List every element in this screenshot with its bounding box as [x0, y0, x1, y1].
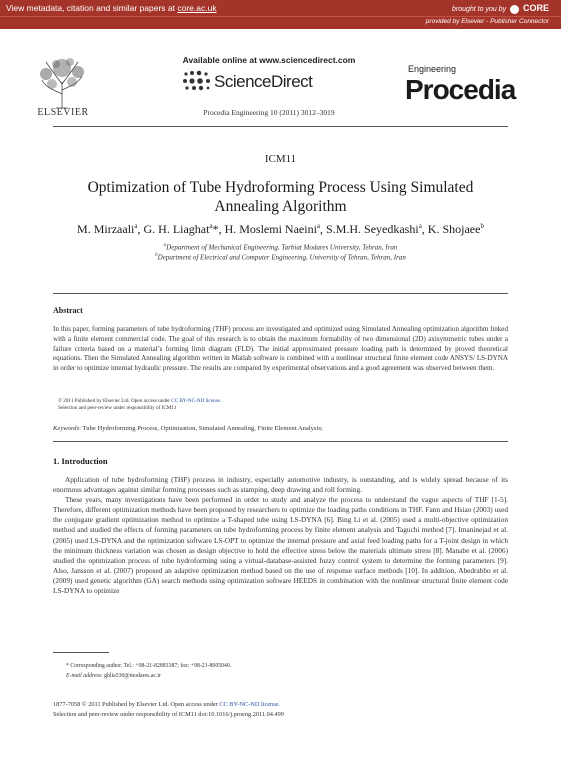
author: M. Mirzaali	[77, 222, 135, 236]
email-label: E-mail address	[66, 673, 102, 679]
journal-reference: Procedia Engineering 10 (2011) 3012–3019	[203, 108, 335, 117]
email-note	[66, 673, 161, 679]
author: K. Shojaee	[427, 222, 481, 236]
copyright-line	[58, 398, 221, 405]
available-online-text: Available online at www.sciencedirect.com	[182, 55, 356, 65]
issn-text: 1877-7058 © 2011 Published by Elsevier Ltd.	[53, 701, 171, 708]
affiliation-text: Department of Mechanical Engineering, Tarbiat Modares University, Tehran, Iran	[166, 243, 398, 252]
introduction-body	[53, 475, 508, 596]
author: H. Moslemi Naeini	[224, 222, 317, 236]
author-separator: *,	[212, 222, 225, 236]
license-link[interactable]: CC BY-NC-ND license.	[171, 398, 222, 404]
keywords-text: : Tube Hydroforming Process, Optimization, Simulated Annealing, Finite Element Analysis;	[79, 425, 323, 432]
affiliation-mark: b	[155, 253, 158, 258]
elsevier-tree-logo-icon	[36, 54, 88, 110]
keywords-line	[53, 425, 508, 432]
paragraph: These years, many investigations have been performed in order to study and analyze the process to understand the vague aspects of THF [1-5]. Therefore, different optimization methods have been proposed by researchers to optimize the loading paths conditions in THF. Fann and Hsiao (2003) used the conjugate gradient optimization method to optimize a T-shaped tube using LS-DYNA [6]. Bing Li et al. (2005) used a multi-objective optimization method and studied the effects of forming parameters on tube hydroforming process by finite element analysis and Taguchi method [7]. Imaninejad et al. (2005) used LS-DYNA and the optimization software LS-OPT to optimize the internal pressure and axial feed loading paths for a T-joint design in which the minimum thickness variation was chosen as design objective to hold the effective stress below the materials ultimate stress [8]. Manabe et al. (2006) studied the optimization process of tube hydroforming using a virtual-database-assisted fuzzy control system to determine the forming parameters [9]. Also, Jansson et al. (2007) proposed an adaptive optimization method based on the use of response surface methods [10]. In addition, Abedrabbo et al. (2009) used genetic algorithm (GA) search methods using optimization software HEEDS in combination with the nonlinear structural finite element code LS-DYNA to optimize	[53, 495, 508, 596]
core-logo-icon	[510, 5, 519, 14]
core-link[interactable]: core.ac.uk	[177, 3, 217, 13]
paper-title	[60, 178, 501, 216]
header-divider	[53, 126, 508, 127]
affiliation	[40, 243, 521, 251]
author-list	[40, 222, 521, 237]
publisher-name: ELSEVIER	[37, 107, 89, 118]
abstract-body: In this paper, forming parameters of tube hydroforming (THF) process are investigated and optimized using Simulated Annealing optimization algorithm linked with a finite element commercial code. The goal of this research is to obtain the maximum formability of two dimensional (2D) axisymmetric tubes under a failure criteria based on a material’s forming limit diagram (FLD). The initial approximated pressure loading path is determined by proved theoretical equations. Then the Simulated Annealing algorithm written in Matlab software is combined with a nonlinear structural finite element code ANSYS/ LS-DYNA in order to optimize internal hydraulic pressure. The results are compared by experimental observations and a good agreement was observed between them.	[53, 325, 508, 372]
author-affiliation-mark: a	[209, 222, 213, 230]
keywords-label: Keywords	[53, 425, 80, 432]
core-metadata-label: View metadata, citation and similar papers at	[6, 3, 178, 13]
author-affiliation-mark: b	[480, 222, 484, 230]
affiliation	[40, 253, 521, 261]
brought-by-label: brought to you by	[451, 6, 507, 13]
sciencedirect-label: ScienceDirect	[214, 72, 313, 91]
paragraph: Application of tube hydroforming (THF) process in industry, especially automotive industry, is outstanding, and is widely spread because of its enormous advantages against similar forming processes such as stamping, deep drawing and roll forming.	[53, 475, 508, 495]
footer-open-access: Open access under	[170, 701, 220, 708]
footer-issn-line	[53, 701, 280, 708]
footer-license-link[interactable]: CC BY-NC-ND license.	[219, 701, 281, 708]
author: S.M.H. Seyedkashi	[326, 222, 419, 236]
author-affiliation-mark: a	[316, 222, 321, 230]
footer-doi-line: Selection and peer-review under responsibility of ICM11 doi:10.1016/j.proeng.2011.04.499	[53, 711, 284, 718]
peer-review-line: Selection and peer-review under responsibility of ICM11	[58, 405, 177, 411]
provided-by-label[interactable]: provided by Elsevier - Publisher Connector	[425, 18, 549, 25]
open-access-text: Open access under	[131, 398, 172, 404]
corresponding-author-note: * Corresponding author. Tel.: +98-21-82883387; fax: +98-21-8005040.	[66, 663, 232, 669]
introduction-heading: 1. Introduction	[53, 456, 108, 466]
abstract-top-divider	[53, 293, 508, 294]
core-metadata-text	[6, 3, 217, 13]
conference-label: ICM11	[264, 153, 297, 165]
copyright-text: © 2011 Published by Elsevier Ltd.	[58, 398, 132, 404]
journal-name: Procedia	[405, 74, 516, 105]
author-separator: ,	[137, 222, 144, 236]
author: G. H. Liaghat	[143, 222, 210, 236]
core-label: CORE	[522, 3, 549, 13]
author-separator: ,	[320, 222, 327, 236]
journal-subtitle: Engineering	[408, 64, 457, 74]
author-separator: ,	[421, 222, 428, 236]
title-line-2: Annealing Algorithm	[214, 198, 347, 215]
core-brand[interactable]	[452, 3, 549, 14]
title-line-1: Optimization of Tube Hydroforming Process Using Simulated	[87, 179, 474, 196]
affiliation-text: Department of Electrical and Computer Engineering, University of Tehran, Tehran, Iran	[157, 253, 406, 262]
author-affiliation-mark: a	[418, 222, 422, 230]
author-affiliation-mark: a	[134, 222, 138, 230]
abstract-heading: Abstract	[53, 306, 83, 315]
footnote-divider	[53, 652, 109, 653]
sciencedirect-dots-icon	[182, 70, 212, 92]
email-address: : ghlia530@modares.ac.ir	[101, 673, 161, 679]
abstract-bottom-divider	[53, 441, 508, 442]
affiliation-mark: a	[163, 243, 167, 248]
